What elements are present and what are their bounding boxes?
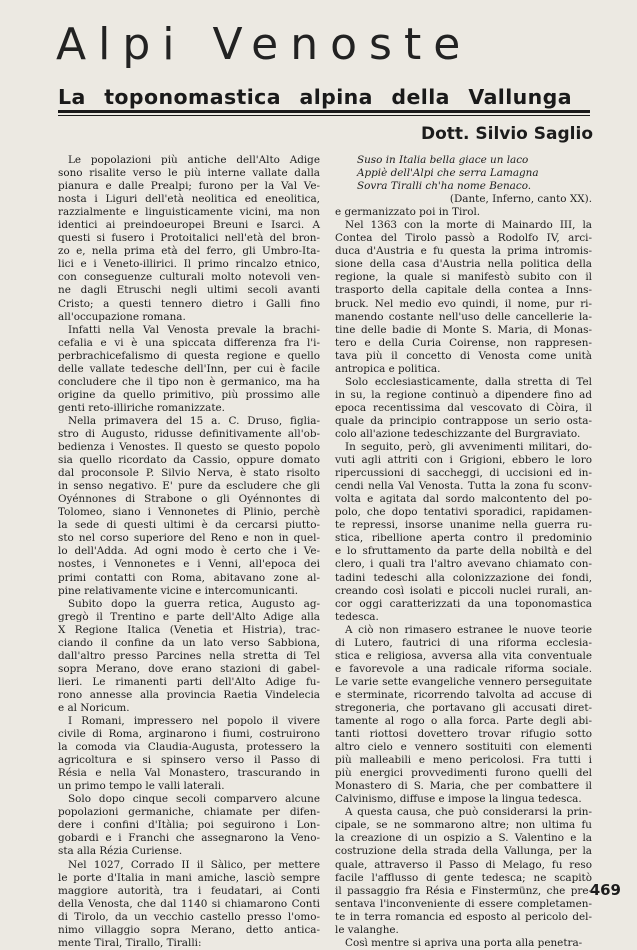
text-line: sopra Merano, dove erano stazioni di gabel- bbox=[58, 662, 320, 675]
text-line: più malleabili e meno pericolosi. Fra tutti i bbox=[335, 754, 592, 767]
text-line: te repressi, insorse unanime nella guerra ru- bbox=[335, 519, 592, 532]
text-line: sentava l'inconveniente di essere completamen- bbox=[335, 897, 592, 910]
text-line: razzialmente e linguisticamente vicini, ma non bbox=[58, 206, 320, 219]
text-line: di Tirolo, da un vecchio castello presso l'omo- bbox=[58, 910, 320, 923]
text-line: cendi nella Val Venosta. Tutta la zona fu sconv- bbox=[335, 480, 592, 493]
dante-quote bbox=[335, 154, 592, 206]
text-line: Oyénnones di Strabone o gli Oyénnontes di bbox=[58, 493, 320, 506]
text-line: bruck. Nel medio evo quindi, il nome, pur ri- bbox=[335, 297, 592, 310]
text-line: maggiore autorità, tra i feudatari, ai Conti bbox=[58, 884, 320, 897]
text-line: A ciò non rimasero estranee le nuove teorie bbox=[345, 623, 592, 636]
text-line: sta alla Rézia Curiense. bbox=[58, 845, 183, 858]
text-line: perbrachicefalismo di questa regione e quello bbox=[58, 349, 320, 362]
text-line: stica e religiosa, avversa alla vita conventuale bbox=[335, 649, 592, 662]
text-line: Subito dopo la guerra retica, Augusto ag- bbox=[68, 597, 320, 610]
text-line: A questa causa, che può considerarsi la prin- bbox=[345, 806, 592, 819]
text-line: in senso negativo. E' pure da escludere che gli bbox=[58, 480, 320, 493]
text-line: ripercussioni di saccheggi, di uccisioni ed in- bbox=[335, 467, 592, 480]
text-line: tanti riottosi dovettero trovar rifugio sotto bbox=[335, 728, 592, 741]
text-line: ciando il confine da un lato verso Sabbiona, bbox=[58, 636, 320, 649]
text-line: Solo dopo cinque secoli comparvero alcune bbox=[68, 793, 320, 806]
text-line: te in terra romancia ed esposto al pericolo del- bbox=[335, 910, 592, 923]
text-line: e favorevole a una radicale riforma sociale. bbox=[335, 662, 592, 675]
text-line: civile di Roma, arginarono i fiumi, costruirono bbox=[58, 728, 320, 741]
text-line: tero e della Curia Coirense, non rappresen- bbox=[335, 336, 592, 349]
text-line: sione della casa d'Austria nella politica della bbox=[335, 258, 592, 271]
text-line: dere i confini d'Itàlia; poi seguirono i Lon- bbox=[58, 819, 320, 832]
text-line: Nella primavera del 15 a. C. Druso, figlia- bbox=[68, 414, 320, 427]
text-line: Calvinismo, diffuse e impose la lingua tedesca. bbox=[335, 793, 582, 806]
text-line: pianura e dalle Prealpi; furono per la Val Ve- bbox=[58, 180, 320, 193]
text-line: con conseguenze culturali molto notevoli ven- bbox=[58, 271, 320, 284]
text-line: cipale, se ne sommarono altre; non ultima fu bbox=[335, 819, 592, 832]
text-line: dal proconsole P. Silvio Nerva, è stato risolto bbox=[58, 467, 320, 480]
text-line: antropica e politica. bbox=[335, 362, 441, 375]
text-line: Le varie sette evangeliche vennero perseguitate bbox=[335, 675, 592, 688]
text-line: duca d'Austria e fu questa la prima intromis- bbox=[335, 245, 592, 258]
article-title: Alpi Venoste bbox=[56, 19, 473, 70]
text-line: Cristo; a questi tennero dietro i Galli fino bbox=[58, 297, 320, 310]
quote-citation: (Dante, Inferno, canto XX). bbox=[449, 193, 592, 206]
text-line: le porte d'Italia in mani amiche, lasciò sempre bbox=[58, 871, 320, 884]
text-line: ne dagli Etruschi negli ultimi secoli avanti bbox=[58, 284, 320, 297]
text-line: quale da principio contrappose un serio osta- bbox=[335, 414, 592, 427]
quote-line: Suso in Italia bella giace un laco bbox=[357, 154, 529, 166]
text-line: dall'altro presso Parcines nella stretta di Tel bbox=[58, 649, 320, 662]
text-line: clero, i quali tra l'altro avevano chiamato con- bbox=[335, 558, 592, 571]
text-line: genti reto-illiriche romanizzate. bbox=[58, 401, 225, 414]
text-line: polo, che dopo tentativi sporadici, rapidamen- bbox=[335, 506, 592, 519]
text-line: trasporto della capitale della contea a Inns- bbox=[335, 284, 592, 297]
text-line: cor oggi caratterizzati da una toponomastica bbox=[335, 597, 592, 610]
text-line: regione, la quale si manifestò subito con il bbox=[335, 271, 592, 284]
text-line: zo e, nella prima età del ferro, gli Umbro-Ita- bbox=[58, 245, 320, 258]
text-line: della Venosta, che dal 1140 si chiamarono Conti bbox=[58, 897, 320, 910]
text-line: questi si fusero i Protoitalici nell'età del bron- bbox=[58, 232, 320, 245]
text-line: nosta i Liguri dell'età neolitica ed eneolitica, bbox=[58, 193, 320, 206]
text-line: primi contatti con Roma, abitavano zone al- bbox=[58, 571, 320, 584]
text-line: cefalia e vi è una spiccata differenza fra l'i- bbox=[58, 336, 320, 349]
author-name: Dott. Silvio Saglio bbox=[420, 124, 593, 144]
text-line: e germanizzato poi in Tirol. bbox=[335, 206, 481, 219]
text-line: lici e i Veneto-illirici. Il primo rincalzo etnico, bbox=[58, 258, 320, 271]
text-line: le valanghe. bbox=[335, 923, 399, 936]
right-column-text bbox=[335, 206, 592, 950]
text-line: origine da quello primitivo, più prossimo alle bbox=[58, 388, 320, 401]
right-column bbox=[335, 154, 592, 950]
text-line: Infatti nella Val Venosta prevale la brachi- bbox=[68, 323, 320, 336]
text-line: popolazioni germaniche, chiamate per difen- bbox=[58, 806, 320, 819]
text-line: sto nel corso superiore del Reno e non in quel- bbox=[58, 532, 320, 545]
text-line: facile l'afflusso di gente tedesca; ne scapitò bbox=[335, 871, 592, 884]
text-line: più energici provvedimenti furono quelli del bbox=[335, 767, 592, 780]
text-line: Tolomeo, siano i Vennonetes di Plinio, perchè bbox=[58, 506, 320, 519]
page-number: 469 bbox=[589, 881, 621, 899]
text-line: lieri. Le rimanenti parti dell'Alto Adige fu- bbox=[58, 675, 320, 688]
subtitle-underline bbox=[58, 110, 590, 113]
text-line: Solo ecclesiasticamente, dalla stretta di Tel bbox=[345, 375, 592, 388]
text-line: all'occupazione romana. bbox=[58, 310, 186, 323]
text-line: e sterminate, ricorrendo talvolta ad accuse di bbox=[335, 688, 592, 701]
text-line: bedienza i Venostes. Il questo se questo popolo bbox=[58, 441, 320, 454]
text-line: tadini tedeschi alla colonizzazione dei fondi, bbox=[335, 571, 592, 584]
article-subtitle: La toponomastica alpina della Vallunga bbox=[58, 85, 572, 109]
text-line: gobardi e i Franchi che assegnarono la Veno- bbox=[58, 832, 320, 845]
text-line: nostes, i Vennonetes e i Venni, all'epoca dei bbox=[58, 558, 320, 571]
quote-line: Appiè dell'Alpi che serra Lamagna bbox=[357, 167, 539, 180]
text-line: In seguito, però, gli avvenimenti militari, do- bbox=[345, 441, 592, 454]
text-line: sono risalite verso le più interne vallate dalla bbox=[58, 167, 320, 180]
text-line: sia quello ricordato da Cassio, oppure domato bbox=[58, 454, 320, 467]
text-line: nimo villaggio sopra Merano, detto antica- bbox=[58, 923, 320, 936]
text-line: quale, attraverso il Passo di Melago, fu reso bbox=[335, 858, 592, 871]
text-line: e al Noricum. bbox=[58, 701, 130, 714]
text-line: I Romani, impressero nel popolo il vivere bbox=[68, 715, 320, 728]
text-line: colo all'azione tedeschizzante del Burgraviato. bbox=[335, 427, 581, 440]
text-line: manendo costante nell'uso delle cancellerie la- bbox=[335, 310, 592, 323]
text-line: stregoneria, che portavano gli accusati diret- bbox=[335, 701, 592, 714]
text-line: X Regione Italica (Venetia et Histria), trac- bbox=[58, 623, 320, 636]
text-line: volta e agitata dal sordo malcontento del po- bbox=[335, 493, 592, 506]
quote-line: Sovra Tiralli ch'ha nome Benaco. bbox=[357, 180, 532, 193]
text-line: concludere che il tipo non è germanico, ma ha bbox=[58, 375, 320, 388]
text-line: rono annesse alla provincia Raetia Vindelecia bbox=[58, 688, 320, 701]
text-line: un primo tempo le valli laterali. bbox=[58, 780, 225, 793]
text-line: tedesca. bbox=[335, 610, 379, 623]
text-line: tamente al rogo o alla forca. Parte degli abi- bbox=[335, 715, 592, 728]
text-line: la sede di questi ultimi è da cercarsi piutto- bbox=[58, 519, 320, 532]
text-line: Nel 1363 con la morte di Mainardo III, la bbox=[345, 219, 592, 232]
text-line: pine relativamente vicine e intercomunicanti. bbox=[58, 584, 299, 597]
text-line: Résia e nella Val Monastero, trascurando in bbox=[58, 767, 320, 780]
text-line: stro di Augusto, ridusse definitivamente all'ob- bbox=[58, 427, 320, 440]
text-line: lo dell'Adda. Ad ogni modo è certo che i Ve- bbox=[58, 545, 320, 558]
left-column bbox=[58, 154, 320, 950]
text-line: creando così isolati e piccoli nuclei rurali, an- bbox=[335, 584, 592, 597]
text-line: in su, la regione continuò a dipendere fino ad bbox=[335, 388, 592, 401]
text-line: Così mentre si apriva una porta alla penetra- bbox=[345, 936, 583, 949]
text-line: identici ai preindoeuropei Breuni e Isarci. A bbox=[58, 219, 320, 232]
text-line: stica, ribellione aperta contro il predominio bbox=[335, 532, 592, 545]
text-line: Monastero di S. Maria, che per combattere il bbox=[335, 780, 592, 793]
text-line: vuti agli attriti con i Grigioni, ebbero le loro bbox=[335, 454, 592, 467]
text-line: altro cielo e vennero sostituiti con elementi bbox=[335, 741, 592, 754]
text-line: gregò il Trentino e parte dell'Alto Adige alla bbox=[58, 610, 320, 623]
text-line: tava più il concetto di Venosta come unità bbox=[335, 349, 592, 362]
text-line: costruzione della strada della Vallunga, per la bbox=[335, 845, 592, 858]
text-line: delle vallate tedesche dell'Inn, per cui è facile bbox=[58, 362, 320, 375]
text-line: e lo sfruttamento da parte della nobiltà e del bbox=[335, 545, 592, 558]
text-line: Contea del Tirolo passò a Rodolfo IV, arci- bbox=[335, 232, 592, 245]
text-line: il passaggio fra Résia e Finstermünz, che pre- bbox=[335, 884, 592, 897]
text-line: la creazione di un ospizio a S. Valentino e la bbox=[335, 832, 592, 845]
text-line: di Lutero, fautrici di una riforma ecclesia- bbox=[335, 636, 592, 649]
text-line: tine delle badie di Monte S. Maria, di Monas- bbox=[335, 323, 592, 336]
text-line: epoca recentissima dal vescovato di Còira, il bbox=[335, 401, 592, 414]
text-line: Le popolazioni più antiche dell'Alto Adige bbox=[68, 154, 320, 166]
text-line: Nel 1027, Corrado II il Sàlico, per mettere bbox=[68, 858, 320, 871]
text-line: agricoltura e si spinsero verso il Passo di bbox=[58, 754, 320, 767]
subtitle-underline-thin bbox=[58, 115, 590, 116]
text-line: la comoda via Claudia-Augusta, protessero la bbox=[58, 741, 320, 754]
text-line: mente Tiral, Tirallo, Tiralli: bbox=[58, 936, 202, 949]
